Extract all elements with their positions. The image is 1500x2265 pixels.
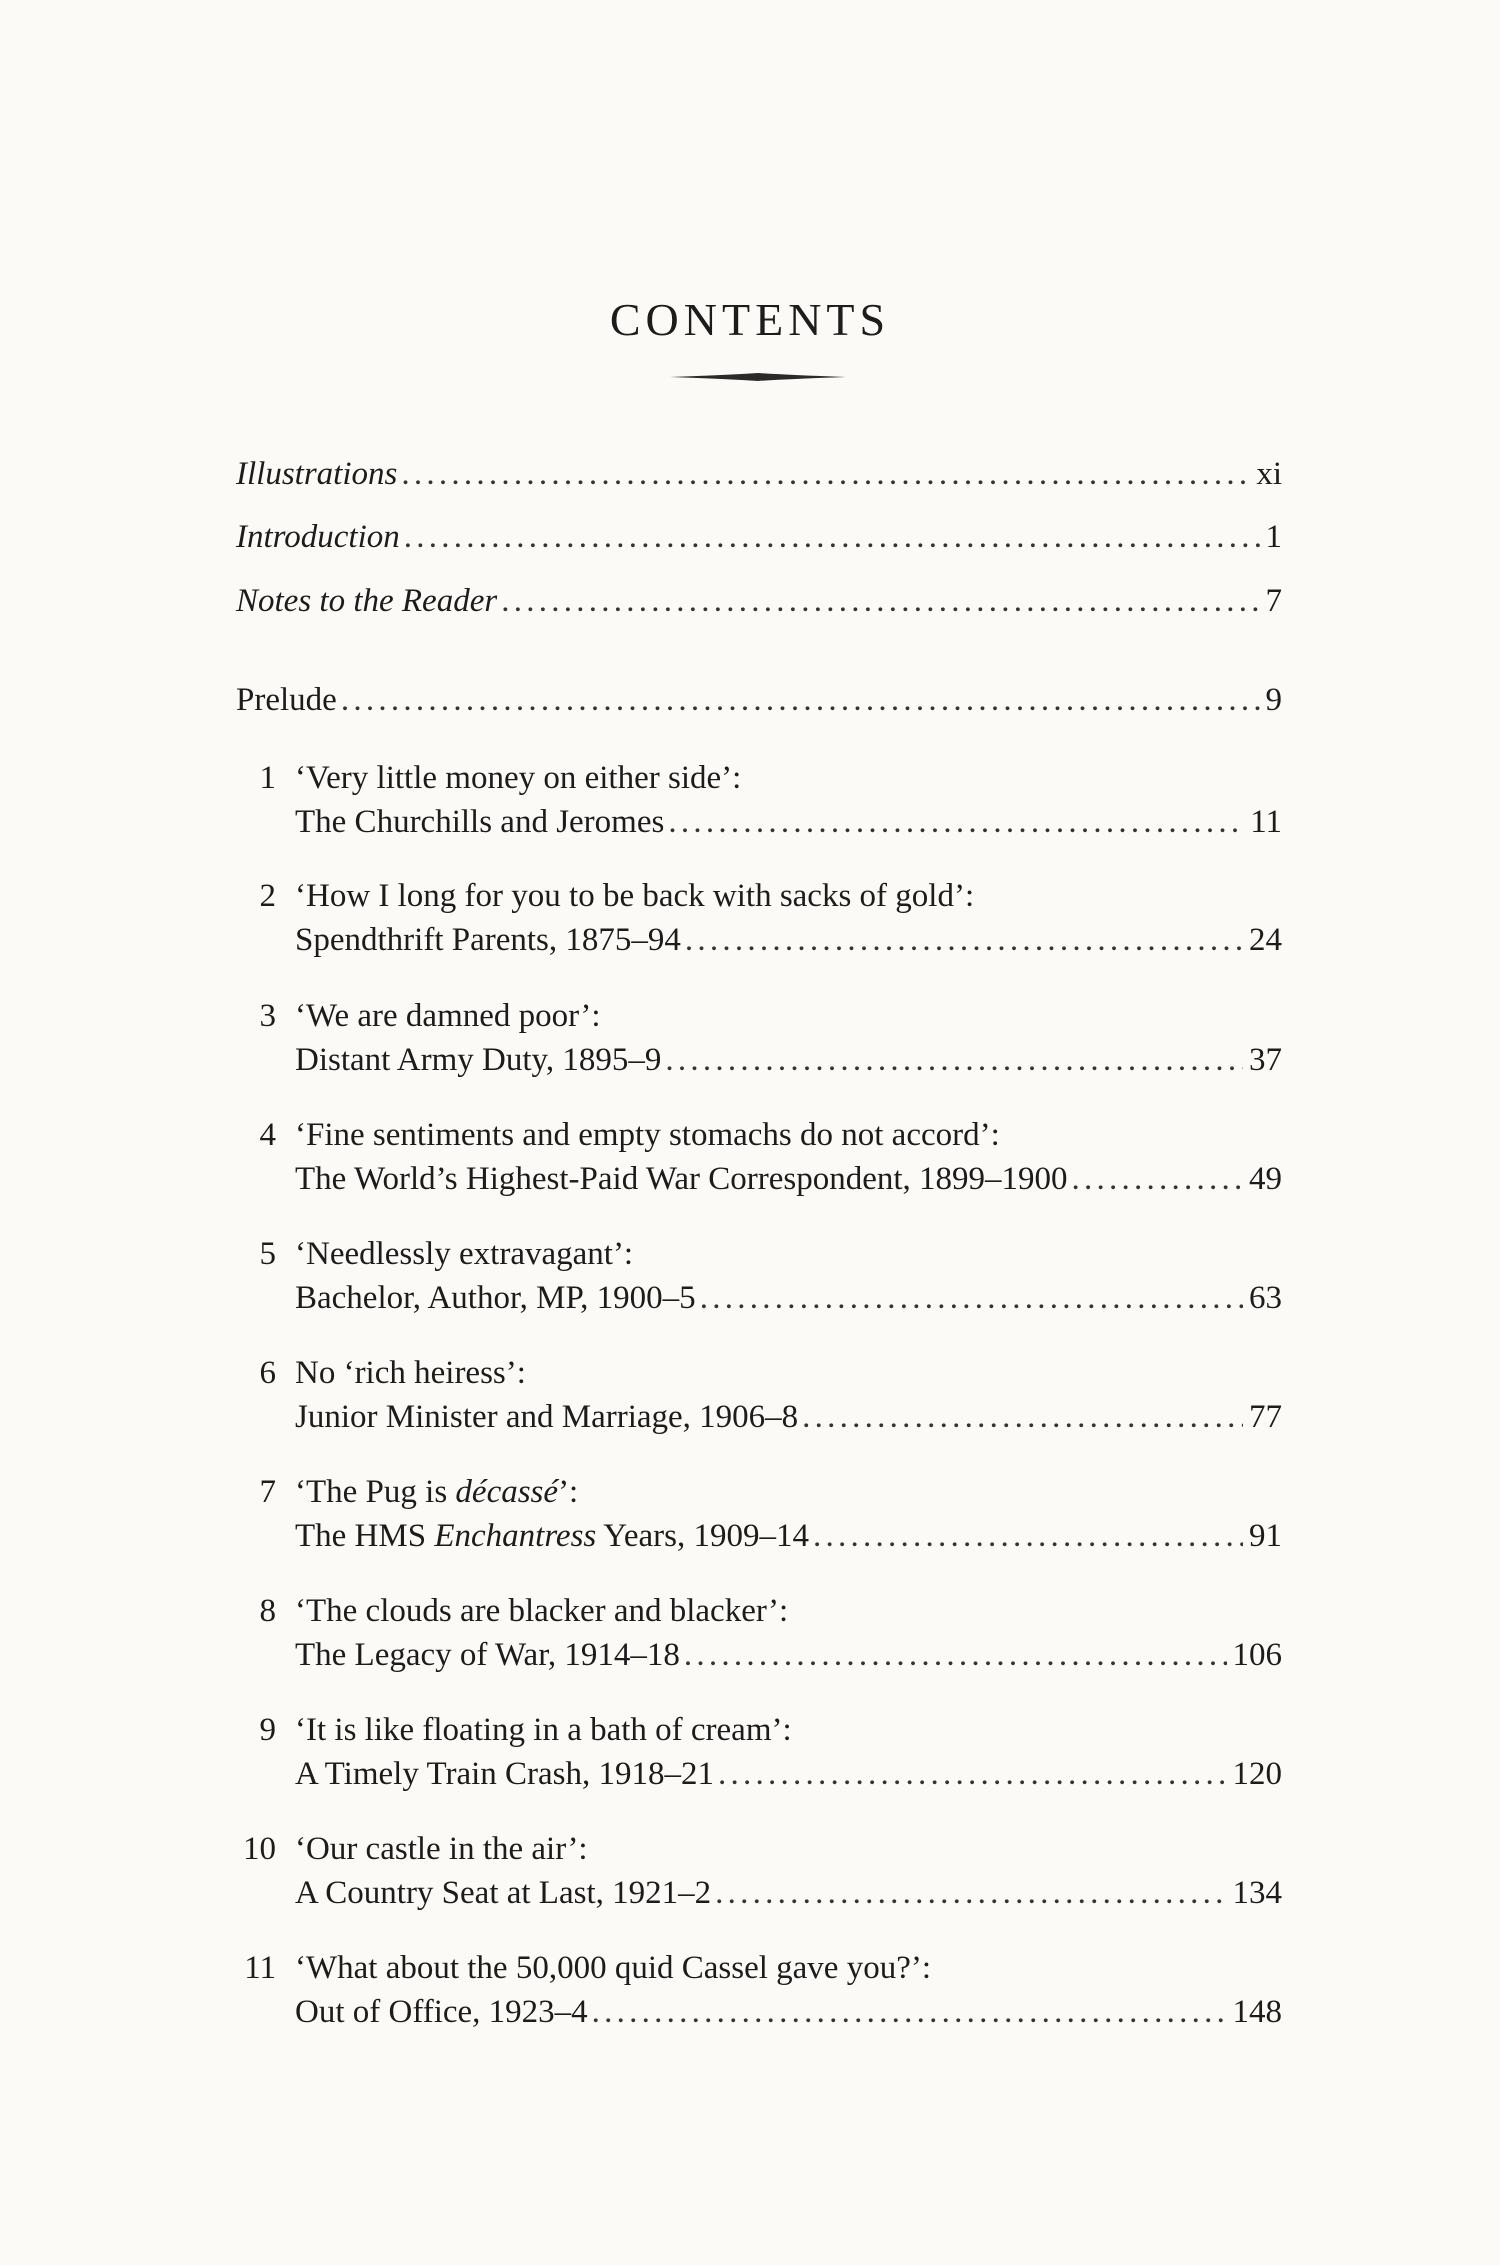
chapter-quote: ‘What about the 50,000 quid Cassel gave you?’:	[295, 1950, 932, 1986]
chapter-subtitle: A Country Seat at Last, 1921–2	[295, 1875, 712, 1911]
subtitle-italic: Enchantress	[434, 1518, 597, 1554]
dot-leader	[700, 1276, 1243, 1320]
chapter-number: 9	[259, 1712, 276, 1748]
subtitle-text: The HMS	[295, 1518, 435, 1554]
chapter-subtitle: A Timely Train Crash, 1918–21	[295, 1756, 715, 1792]
toc-entry-illustrations[interactable]	[236, 452, 1282, 496]
ornament-rule	[668, 370, 848, 384]
entry-page: xi	[1256, 456, 1282, 492]
chapter-subtitle	[295, 1514, 809, 1558]
chapter-subtitle: Out of Office, 1923–4	[295, 1994, 588, 2030]
dot-leader	[668, 800, 1244, 844]
entry-label: Introduction	[236, 519, 400, 555]
dot-leader	[684, 1633, 1227, 1677]
chapter-subtitle: The Legacy of War, 1914–18	[295, 1637, 680, 1673]
chapter-number: 5	[259, 1236, 276, 1272]
chapter-number: 7	[259, 1474, 276, 1510]
dot-leader	[802, 1395, 1243, 1439]
quote-text: ‘The Pug is	[295, 1474, 456, 1510]
chapter-number: 8	[259, 1593, 276, 1629]
entry-page: 63	[1249, 1280, 1282, 1316]
toc-chapter-9[interactable]	[236, 1708, 1282, 1804]
dot-leader	[665, 1038, 1243, 1082]
toc-chapter-10[interactable]	[236, 1827, 1282, 1923]
chapter-quote: ‘Needlessly extravagant’:	[295, 1236, 634, 1272]
subtitle-end: Years, 1909–14	[596, 1518, 809, 1554]
entry-page: 37	[1249, 1042, 1282, 1078]
dot-leader	[1072, 1157, 1243, 1201]
dot-leader	[718, 1752, 1226, 1796]
entry-page: 106	[1232, 1637, 1282, 1673]
chapter-subtitle: Bachelor, Author, MP, 1900–5	[295, 1280, 696, 1316]
entry-page: 148	[1232, 1994, 1282, 2030]
toc-chapter-7[interactable]	[236, 1470, 1282, 1566]
toc-chapter-2[interactable]	[236, 874, 1282, 970]
chapter-number: 4	[259, 1117, 276, 1153]
entry-page: 1	[1265, 519, 1282, 555]
chapter-number: 3	[259, 998, 276, 1034]
chapter-subtitle: Spendthrift Parents, 1875–94	[295, 922, 681, 958]
chapter-quote	[295, 1470, 1282, 1514]
chapter-quote: ‘Very little money on either side’:	[295, 760, 742, 796]
entry-page: 11	[1250, 804, 1282, 840]
chapter-quote: No ‘rich heiress’:	[295, 1355, 526, 1391]
toc-chapter-8[interactable]	[236, 1589, 1282, 1685]
entry-page: 49	[1249, 1161, 1282, 1197]
dot-leader	[501, 579, 1259, 623]
chapter-quote: ‘The clouds are blacker and blacker’:	[295, 1593, 789, 1629]
chapter-quote: ‘Fine sentiments and empty stomachs do not accord’:	[295, 1117, 1000, 1153]
entry-page: 134	[1232, 1875, 1282, 1911]
entry-label: Prelude	[236, 682, 337, 718]
entry-page: 24	[1249, 922, 1282, 958]
page-title: CONTENTS	[609, 293, 891, 345]
chapter-number: 6	[259, 1355, 276, 1391]
entry-page: 91	[1249, 1518, 1282, 1554]
entry-page: 77	[1249, 1399, 1282, 1435]
toc-chapter-11[interactable]	[236, 1946, 1282, 2042]
dot-leader	[715, 1871, 1226, 1915]
chapter-number: 2	[259, 878, 276, 914]
dot-leader	[685, 918, 1243, 962]
toc-entry-introduction[interactable]	[236, 515, 1282, 559]
dot-leader	[341, 678, 1260, 722]
chapter-subtitle: The World’s Highest-Paid War Correspondent, 1899–1900	[295, 1161, 1068, 1197]
entry-page: 9	[1265, 682, 1282, 718]
toc-chapter-5[interactable]	[236, 1232, 1282, 1328]
chapter-number: 11	[244, 1950, 276, 1986]
chapter-subtitle: Distant Army Duty, 1895–9	[295, 1042, 662, 1078]
entry-label: Illustrations	[236, 456, 398, 492]
dot-leader	[401, 452, 1250, 496]
entry-label: Notes to the Reader	[236, 583, 498, 619]
toc-chapter-3[interactable]	[236, 994, 1282, 1090]
toc-chapter-1[interactable]	[236, 756, 1282, 852]
chapter-quote: ‘We are damned poor’:	[295, 998, 601, 1034]
quote-end: ’:	[558, 1474, 579, 1510]
chapter-quote: ‘Our castle in the air’:	[295, 1831, 588, 1867]
chapter-number: 1	[259, 760, 276, 796]
toc-chapter-6[interactable]	[236, 1351, 1282, 1447]
toc-entry-prelude[interactable]	[236, 678, 1282, 722]
dot-leader	[404, 515, 1260, 559]
chapter-quote: ‘It is like floating in a bath of cream’:	[295, 1712, 792, 1748]
chapter-subtitle: Junior Minister and Marriage, 1906–8	[295, 1399, 799, 1435]
toc-chapter-4[interactable]	[236, 1113, 1282, 1209]
chapter-quote: ‘How I long for you to be back with sacks of gold’:	[295, 878, 975, 914]
chapter-subtitle: The Churchills and Jeromes	[295, 804, 665, 840]
dot-leader	[813, 1514, 1243, 1558]
chapter-number: 10	[243, 1831, 276, 1867]
toc-entry-notes[interactable]	[236, 579, 1282, 623]
dot-leader	[592, 1990, 1227, 2034]
entry-page: 7	[1265, 583, 1282, 619]
quote-italic: décassé	[455, 1474, 559, 1510]
entry-page: 120	[1232, 1756, 1282, 1792]
